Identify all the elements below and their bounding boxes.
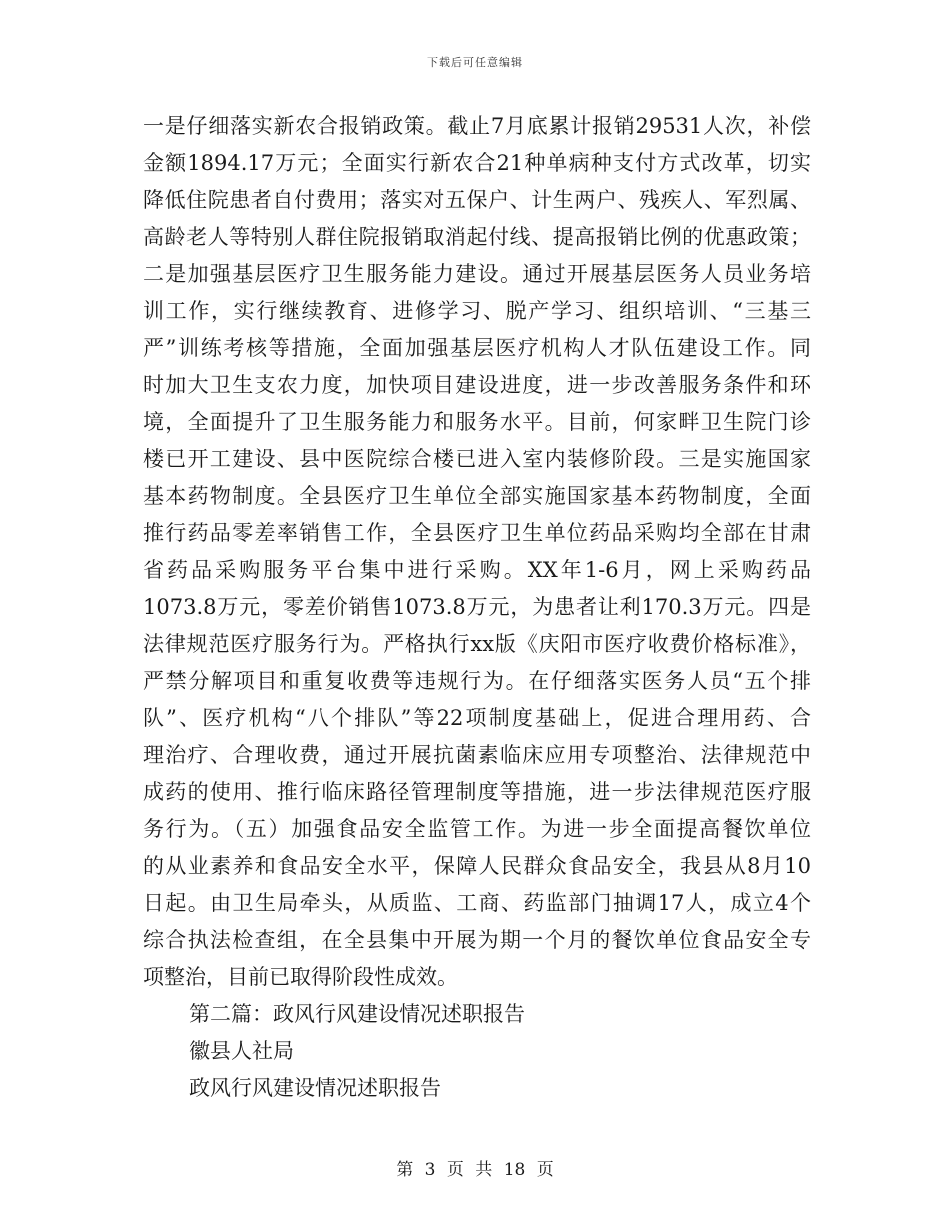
body-line: 的从业素养和食品安全水平，保障人民群众食品安全，我县从8月10 [143, 854, 811, 878]
body-line: 时加大卫生支农力度，加快项目建设进度，进一步改善服务条件和环 [143, 373, 811, 397]
body-line: 降低住院患者自付费用；落实对五保户、计生两户、残疾人、军烈属、 [143, 188, 811, 212]
body-line: 成药的使用、推行临床路径管理制度等措施，进一步法律规范医疗服 [143, 780, 811, 804]
body-line: 日起。由卫生局牵头，从质监、工商、药监部门抽调17人，成立4个 [143, 891, 811, 915]
organization-name: 徽县人社局 [189, 1039, 294, 1063]
body-line: 一是仔细落实新农合报销政策。截止7月底累计报销29531人次，补偿 [143, 114, 811, 138]
body-line: 省药品采购服务平台集中进行采购。XX年1-6月，网上采购药品 [143, 558, 811, 582]
body-line: 高龄老人等特别人群住院报销取消起付线、提高报销比例的优惠政策； [143, 225, 811, 249]
body-line: 理治疗、合理收费，通过开展抗菌素临床应用专项整治、法律规范中 [143, 743, 811, 767]
body-line: 楼已开工建设、县中医院综合楼已进入室内装修阶段。三是实施国家 [143, 447, 811, 471]
body-line: 队”、医疗机构“八个排队”等22项制度基础上，促进合理用药、合 [143, 706, 811, 730]
body-line: 基本药物制度。全县医疗卫生单位全部实施国家基本药物制度，全面 [143, 484, 811, 508]
body-line: 综合执法检查组，在全县集中开展为期一个月的餐饮单位食品安全专 [143, 928, 811, 952]
body-line: 推行药品零差率销售工作，全县医疗卫生单位药品采购均全部在甘肃 [143, 521, 811, 545]
body-line: 训工作，实行继续教育、进修学习、脱产学习、组织培训、“三基三 [143, 299, 811, 323]
report-title: 政风行风建设情况述职报告 [189, 1076, 441, 1100]
body-line: 金额1894.17万元；全面实行新农合21种单病种支付方式改革，切实 [143, 151, 811, 175]
body-line-paragraph-end: 项整治，目前已取得阶段性成效。 [143, 965, 458, 989]
page-number-footer: 第 3 页 共 18 页 [396, 1160, 554, 1180]
body-line: 法律规范医疗服务行为。严格执行xx版《庆阳市医疗收费价格标准》， [143, 632, 811, 656]
body-line: 严禁分解项目和重复收费等违规行为。在仔细落实医务人员“五个排 [143, 669, 811, 693]
page-header-note: 下载后可任意编辑 [427, 56, 523, 69]
section-title: 第二篇：政风行风建设情况述职报告 [189, 1002, 525, 1026]
body-line: 境，全面提升了卫生服务能力和服务水平。目前，何家畔卫生院门诊 [143, 410, 811, 434]
document-body [143, 108, 811, 1107]
body-line: 1073.8万元，零差价销售1073.8万元，为患者让利170.3万元。四是 [143, 595, 811, 619]
body-line: 严”训练考核等措施，全面加强基层医疗机构人才队伍建设工作。同 [143, 336, 811, 360]
body-line: 二是加强基层医疗卫生服务能力建设。通过开展基层医务人员业务培 [143, 262, 811, 286]
body-line: 务行为。（五）加强食品安全监管工作。为进一步全面提高餐饮单位 [143, 817, 811, 841]
